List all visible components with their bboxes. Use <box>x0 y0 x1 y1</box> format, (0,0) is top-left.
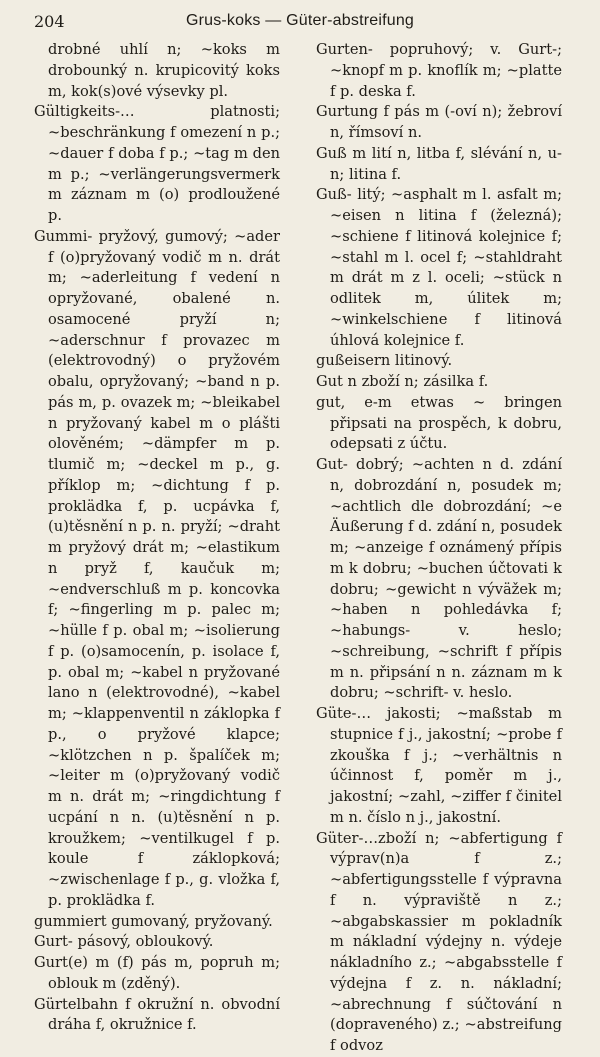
dictionary-entry: gut, e-m etwas ~ bringen připsati na prospěch, k dobru, odepsati z účtu. <box>316 393 562 453</box>
dictionary-entry: Gurtung f pás m (-oví n); žebroví n, římsoví n. <box>316 103 562 141</box>
page-header <box>34 12 566 34</box>
left-column <box>34 40 280 1036</box>
dictionary-entry: gußeisern litinový. <box>316 352 453 370</box>
dictionary-entry: gummiert gumovaný, pryžovaný. <box>34 912 273 930</box>
right-column <box>316 40 562 1057</box>
dictionary-entry: Gummi- pryžový, gumový; ~ader f (o)pryžovaný vodič m n. drát m; ~aderleitung f vedení n opryžované, obalené n. osamocené pryží n; ~aderschnur f provazec m (elektrovodný) o pryžovém obalu, opryžovaný; ~band n p. pás m, p. ovazek m; ~bleikabel n pryžovaný kabel m o plášti olověném; ~dämpfer m p. tlumič m; ~deckel m p., g. příklop m; ~dichtung f p. proklädka f, p. ucpávka f, (u)těsnění n p. n. pryží; ~draht m pryžový drát m; ~elastikum n pryž f, kaučuk m; ~endverschluß m p. koncovka f; ~fingerling m p. palec m; ~hülle f p. obal m; ~isolierung f p. (o)samocenín, p. isolace f, p. obal m; ~kabel n pryžované lano n (elektrovodné), ~kabel m; ~klappenventil n záklopka f p., o pryžové klapce; ~klötzchen n p. špalíček m; ~leiter m (o)pryžovaný vodič m n. drát m; ~ringdichtung f ucpání n n. (u)těsnění n p. kroužkem; ~ventilkugel f p. koule f záklopková; ~zwischenlage f p., g. vložka f, p. proklädka f. <box>34 227 280 909</box>
running-head: Grus-koks — Güter-abstreifung <box>185 12 415 29</box>
dictionary-entry: drobné uhlí n; ~koks m drobounký n. krupicovitý koks m, kok(s)ové výsevky pl. <box>48 41 280 100</box>
dictionary-entry: Guß- litý; ~asphalt m l. asfalt m; ~eisen n litina f (železná); ~schiene f litinová kolejnice f; ~stahl m l. ocel f; ~stahldraht m drát m z l. oceli; ~stück n odlitek m, úlitek m; ~winkelschiene f litinová úhlová kolejnice f. <box>316 186 562 349</box>
dictionary-entry: Gültigkeits-… platnosti; ~beschränkung f omezení n p.; ~dauer f doba f p.; ~tag m den m p.; ~verlängerungsvermerk m záznam m (o) prodloužené p. <box>34 103 280 224</box>
dictionary-entry: Güter-…zboží n; ~abfertigung f výprav(n)a f z.; ~abfertigungsstelle f výpravna f n. výpraviště n z.; ~abgabskassier m pokladník m nákladní výdejny n. výdeje nákladního z.; ~abgabsstelle f výdejna f z. n. nákladní; ~abrechnung f súčtování n (dopraveného) z.; ~abstreifung f odvoz <box>316 829 562 1054</box>
dictionary-entry: Gürtelbahn f okružní n. obvodní dráha f, okružnice f. <box>34 995 280 1034</box>
dictionary-entry: Gurt(e) m (f) pás m, popruh m; oblouk m (zděný). <box>34 954 280 992</box>
dictionary-entry: Gut- dobrý; ~achten n d. zdání n, dobrozdání n, posudek m; ~achtlich dle dobrozdání; ~e Äußerung f d. zdání n, posudek m; ~anzeige f oznámený přípis m k dobru; ~buchen účtovati k dobru; ~gewicht n výväžek m; ~haben n pohledávka f; ~habungs- v. heslo; ~schreibung, ~schrift f přípis m n. připsání n n. záznam m k dobru; ~schrift- v. heslo. <box>316 456 562 702</box>
dictionary-entry: Gut n zboží n; zásilka f. <box>316 373 489 390</box>
dictionary-entry: Güte-… jakosti; ~maßstab m stupnice f j., jakostní; ~probe f zkouška f j.; ~verhältnis n účinnost f, poměr m j., jakostní; ~zahl, ~ziffer f činitel m n. číslo n j., jakostní. <box>316 705 562 826</box>
page-number: 204 <box>34 12 65 31</box>
dictionary-entry: Gurten- popruhový; v. Gurt-; ~knopf m p. knoflík m; ~platte f p. deska f. <box>316 41 562 100</box>
dictionary-entry: Gurt- pásový, obloukový. <box>34 933 214 951</box>
dictionary-entry: Guß m lití n, litba f, slévání n, u- n; litina f. <box>316 144 562 183</box>
